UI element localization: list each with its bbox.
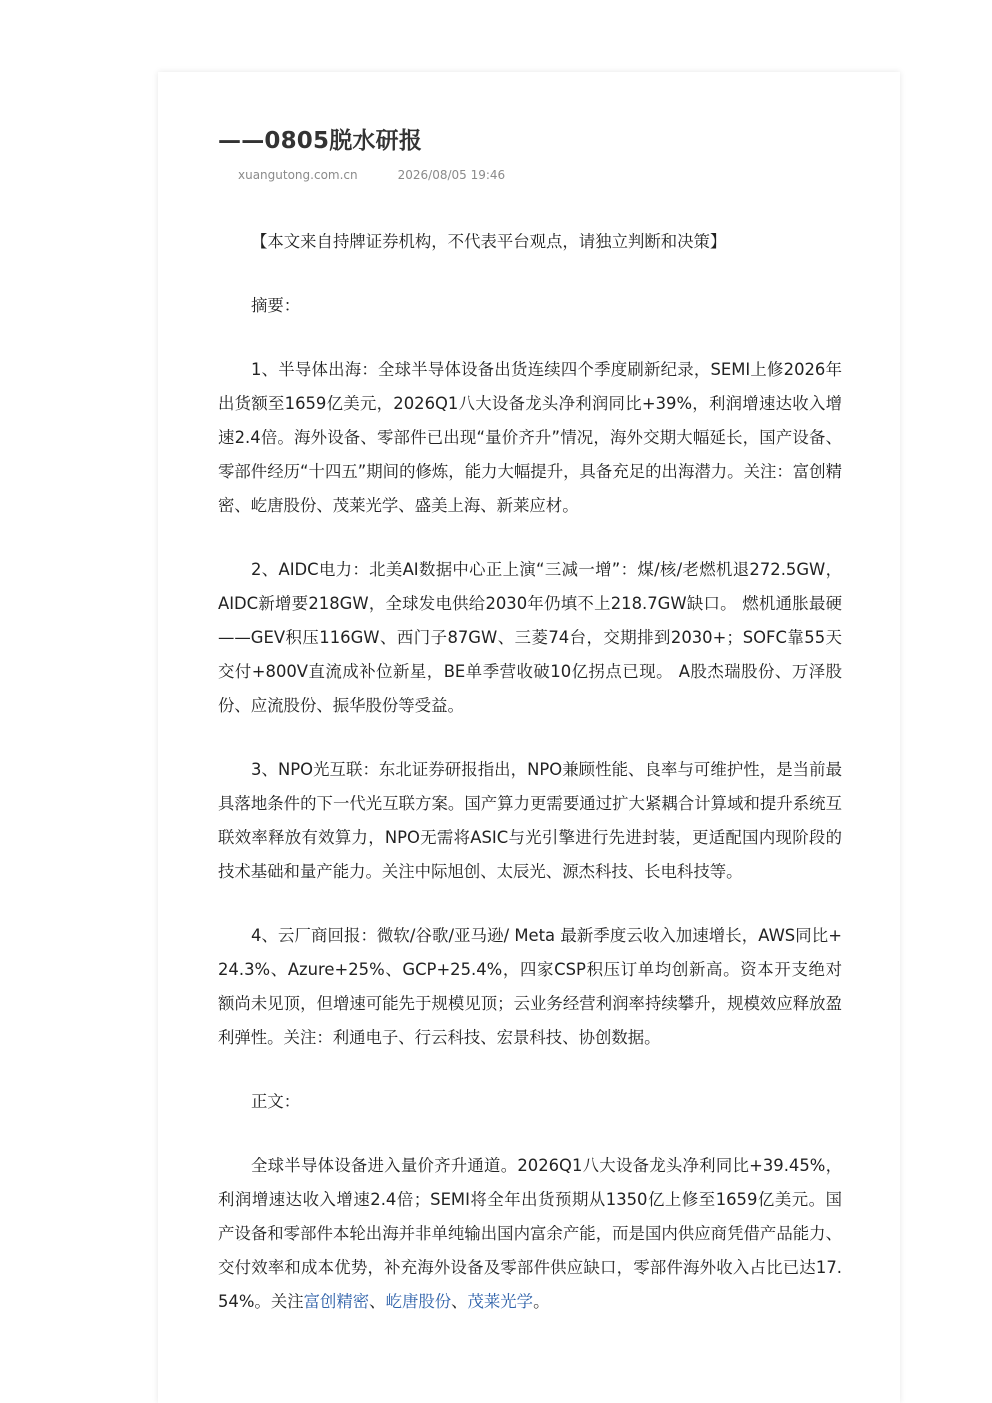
article-date: 2026/08/05 19:46 bbox=[397, 168, 506, 182]
summary-point-4: 4、云厂商回报：微软/谷歌/亚马逊/ Meta 最新季度云收入加速增长，AWS同比+24.3%、Azure+25%、GCP+25.4%，四家CSP积压订单均创新高。资本开支绝对额尚未见顶，但增速可能先于规模见顶；云业务经营利润率持续攀升，规模效应释放盈利弹性。关注：利通电子、行云科技、宏景科技、协创数据。 bbox=[218, 926, 842, 1047]
summary-heading: 摘要： bbox=[251, 296, 301, 315]
summary-point-1: 1、半导体出海：全球半导体设备出货连续四个季度刷新纪录，SEMI上修2026年出货额至1659亿美元，2026Q1八大设备龙头净利润同比+39%，利润增速达收入增速2.4倍。海外设备、零部件已出现“量价齐升”情况，海外交期大幅延长，国产设备、零部件经历“十四五”期间的修炼，能力大幅提升，具备充足的出海潜力。关注：富创精密、屹唐股份、茂莱光学、盛美上海、新莱应材。 bbox=[218, 360, 842, 515]
article-title: ——0805脱水研报 bbox=[218, 128, 423, 154]
stock-link[interactable]: 屹唐股份 bbox=[385, 1292, 452, 1311]
separator: 、 bbox=[369, 1292, 386, 1311]
article-card bbox=[158, 72, 900, 1403]
body-heading: 正文： bbox=[251, 1092, 301, 1111]
body-paragraph-text: 全球半导体设备进入量价齐升通道。2026Q1八大设备龙头净利同比+39.45%，利润增速达收入增速2.4倍；SEMI将全年出货预期从1350亿上修至1659亿美元。国产设备和零部件本轮出海并非单纯输出国内富余产能，而是国内供应商凭借产品能力、交付效率和成本优势，补充海外设备及零部件供应缺口，零部件海外收入占比已达17.54%。关注 bbox=[218, 1156, 842, 1311]
summary-point-2: 2、AIDC电力：北美AI数据中心正上演“三减一增”：煤/核/老燃机退272.5GW，AIDC新增要218GW，全球发电供给2030年仍填不上218.7GW缺口。 燃机通胀最硬——GEV积压116GW、西门子87GW、三菱74台，交期排到2030+；SOFC靠55天交付+800V直流成补位新星，BE单季营收破10亿拐点已现。 A股杰瑞股份、万泽股份、应流股份、振华股份等受益。 bbox=[218, 560, 842, 715]
separator: 、 bbox=[451, 1292, 468, 1311]
disclaimer: 【本文来自持牌证券机构，不代表平台观点，请独立判断和决策】 bbox=[251, 232, 727, 251]
article-source[interactable]: xuangutong.com.cn bbox=[238, 168, 358, 182]
article-body bbox=[218, 225, 842, 1349]
body-paragraph bbox=[218, 1149, 842, 1319]
stock-link[interactable]: 茂莱光学 bbox=[467, 1292, 534, 1311]
stock-link[interactable]: 富创精密 bbox=[303, 1292, 370, 1311]
article-meta bbox=[238, 168, 505, 182]
summary-point-3: 3、NPO光互联：东北证券研报指出，NPO兼顾性能、良率与可维护性，是当前最具落地条件的下一代光互联方案。国产算力更需要通过扩大紧耦合计算域和提升系统互联效率释放有效算力，NPO无需将ASIC与光引擎进行先进封装，更适配国内现阶段的技术基础和量产能力。关注中际旭创、太辰光、源杰科技、长电科技等。 bbox=[218, 760, 842, 881]
separator: 。 bbox=[533, 1292, 550, 1311]
